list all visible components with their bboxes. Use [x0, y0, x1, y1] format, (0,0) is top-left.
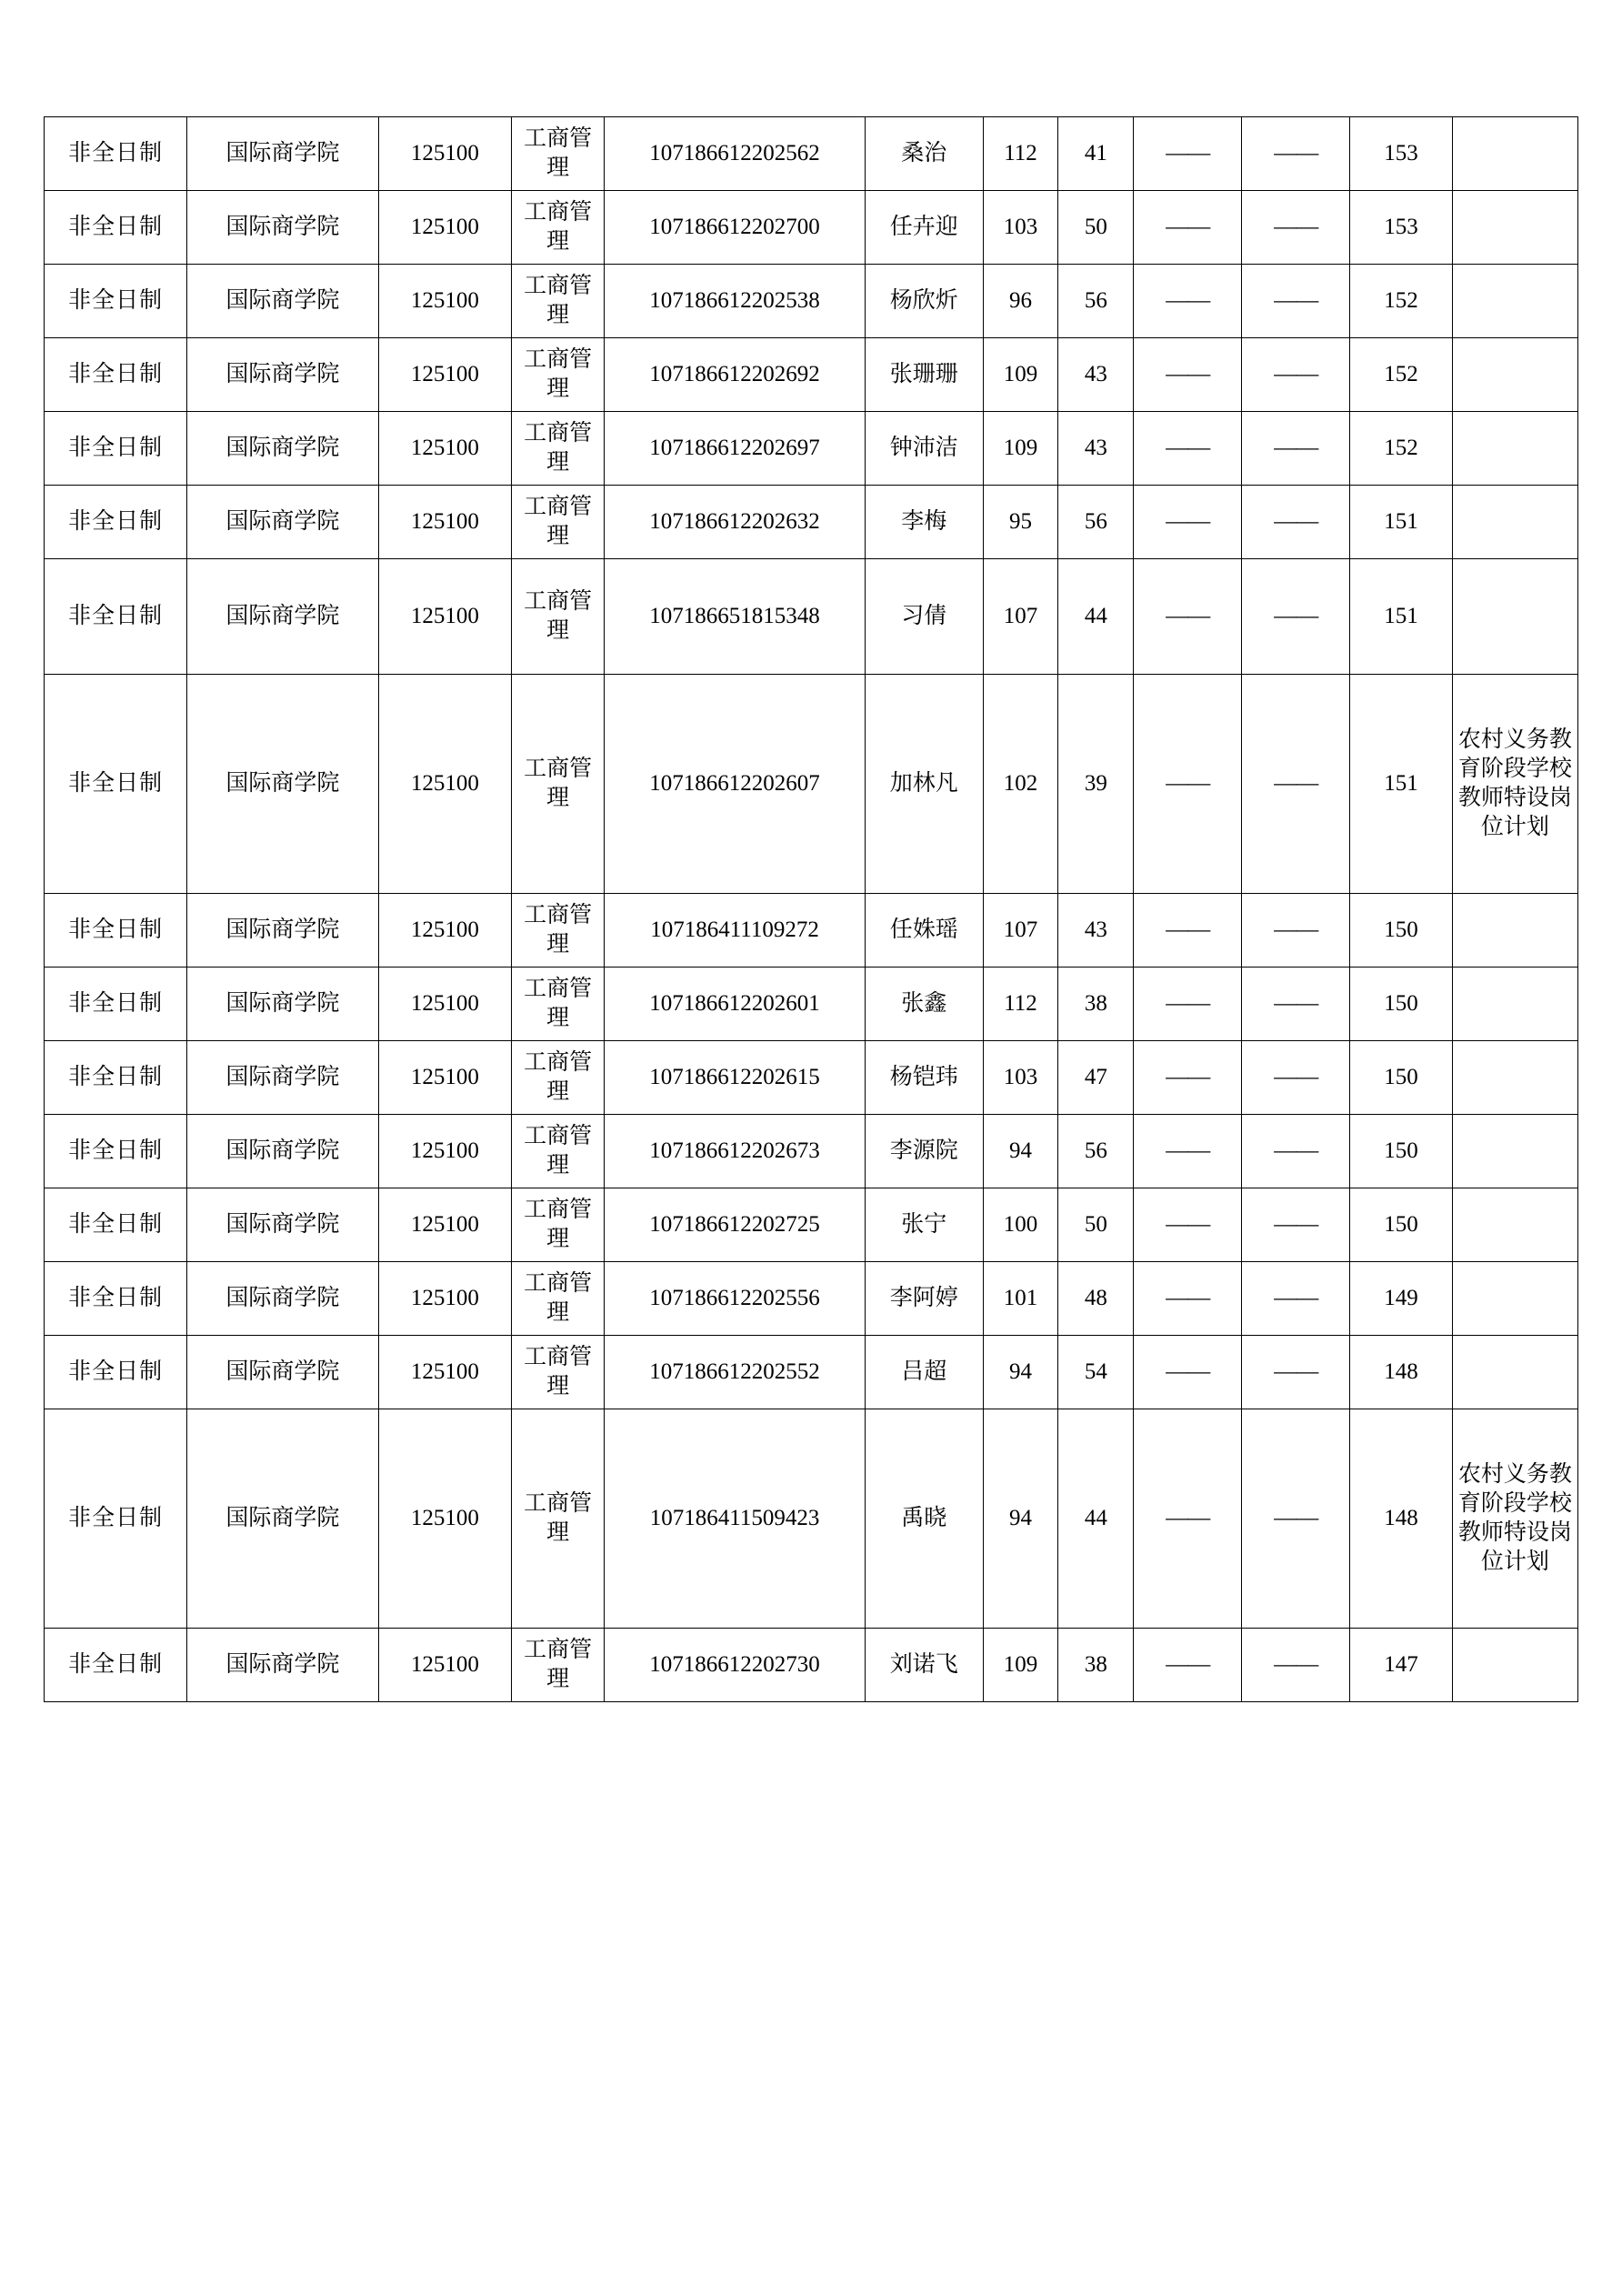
cell-study-type: 非全日制 — [45, 338, 187, 412]
cell-note — [1452, 1188, 1577, 1262]
cell-score-two: 38 — [1058, 1629, 1134, 1702]
cell-score-two: 44 — [1058, 1409, 1134, 1629]
cell-score-one: 103 — [983, 191, 1058, 265]
cell-score-one: 95 — [983, 486, 1058, 559]
cell-score-three: —— — [1134, 191, 1242, 265]
table-row — [45, 1188, 1578, 1262]
cell-candidate-name: 加林凡 — [865, 675, 983, 894]
table-row — [45, 968, 1578, 1041]
cell-score-three: —— — [1134, 1188, 1242, 1262]
cell-study-type: 非全日制 — [45, 1115, 187, 1188]
cell-score-two: 56 — [1058, 486, 1134, 559]
cell-score-one: 96 — [983, 265, 1058, 338]
cell-major-name: 工商管理 — [512, 1188, 605, 1262]
cell-score-one: 94 — [983, 1115, 1058, 1188]
cell-note — [1452, 968, 1577, 1041]
cell-score-two: 48 — [1058, 1262, 1134, 1336]
cell-college: 国际商学院 — [187, 894, 378, 968]
table-row — [45, 1041, 1578, 1115]
cell-score-two: 56 — [1058, 1115, 1134, 1188]
cell-note — [1452, 1262, 1577, 1336]
cell-major-code: 125100 — [378, 117, 512, 191]
cell-note — [1452, 486, 1577, 559]
cell-score-three: —— — [1134, 1041, 1242, 1115]
cell-major-name: 工商管理 — [512, 1409, 605, 1629]
table-row — [45, 338, 1578, 412]
cell-major-code: 125100 — [378, 1336, 512, 1409]
cell-score-two: 43 — [1058, 412, 1134, 486]
cell-candidate-name: 习倩 — [865, 559, 983, 675]
table-row — [45, 1262, 1578, 1336]
cell-major-name: 工商管理 — [512, 1336, 605, 1409]
cell-major-code: 125100 — [378, 412, 512, 486]
cell-major-code: 125100 — [378, 1409, 512, 1629]
table-row — [45, 117, 1578, 191]
cell-score-three: —— — [1134, 1262, 1242, 1336]
cell-candidate-name: 杨铠玮 — [865, 1041, 983, 1115]
cell-score-three: —— — [1134, 1115, 1242, 1188]
cell-total-score: 148 — [1350, 1409, 1453, 1629]
cell-exam-id: 107186612202632 — [605, 486, 866, 559]
cell-exam-id: 107186612202700 — [605, 191, 866, 265]
cell-total-score: 153 — [1350, 191, 1453, 265]
cell-major-name: 工商管理 — [512, 559, 605, 675]
cell-score-one: 103 — [983, 1041, 1058, 1115]
cell-score-three: —— — [1134, 486, 1242, 559]
cell-exam-id: 107186612202673 — [605, 1115, 866, 1188]
cell-score-two: 39 — [1058, 675, 1134, 894]
cell-study-type: 非全日制 — [45, 1262, 187, 1336]
cell-major-code: 125100 — [378, 1629, 512, 1702]
cell-candidate-name: 任姝瑶 — [865, 894, 983, 968]
cell-exam-id: 107186612202692 — [605, 338, 866, 412]
cell-score-two: 43 — [1058, 338, 1134, 412]
cell-major-name: 工商管理 — [512, 1041, 605, 1115]
table-row — [45, 191, 1578, 265]
cell-exam-id: 107186612202725 — [605, 1188, 866, 1262]
cell-total-score: 153 — [1350, 117, 1453, 191]
cell-score-four: —— — [1242, 191, 1350, 265]
cell-candidate-name: 桑治 — [865, 117, 983, 191]
cell-study-type: 非全日制 — [45, 1188, 187, 1262]
cell-college: 国际商学院 — [187, 117, 378, 191]
cell-note — [1452, 1336, 1577, 1409]
cell-score-one: 109 — [983, 1629, 1058, 1702]
cell-study-type: 非全日制 — [45, 1336, 187, 1409]
cell-score-one: 112 — [983, 968, 1058, 1041]
table-row — [45, 1629, 1578, 1702]
cell-note — [1452, 191, 1577, 265]
cell-candidate-name: 刘诺飞 — [865, 1629, 983, 1702]
cell-major-name: 工商管理 — [512, 191, 605, 265]
cell-score-one: 109 — [983, 338, 1058, 412]
cell-study-type: 非全日制 — [45, 675, 187, 894]
cell-major-code: 125100 — [378, 894, 512, 968]
cell-major-code: 125100 — [378, 1041, 512, 1115]
cell-total-score: 151 — [1350, 486, 1453, 559]
cell-score-four: —— — [1242, 1115, 1350, 1188]
cell-score-three: —— — [1134, 894, 1242, 968]
cell-college: 国际商学院 — [187, 412, 378, 486]
cell-exam-id: 107186651815348 — [605, 559, 866, 675]
cell-score-three: —— — [1134, 1629, 1242, 1702]
cell-score-one: 107 — [983, 559, 1058, 675]
cell-study-type: 非全日制 — [45, 191, 187, 265]
cell-note — [1452, 1629, 1577, 1702]
cell-score-two: 43 — [1058, 894, 1134, 968]
cell-score-three: —— — [1134, 968, 1242, 1041]
cell-exam-id: 107186612202615 — [605, 1041, 866, 1115]
table-row — [45, 1409, 1578, 1629]
cell-total-score: 152 — [1350, 412, 1453, 486]
cell-major-code: 125100 — [378, 1188, 512, 1262]
cell-note — [1452, 117, 1577, 191]
cell-note — [1452, 1041, 1577, 1115]
table-row — [45, 559, 1578, 675]
cell-score-three: —— — [1134, 338, 1242, 412]
cell-exam-id: 107186612202552 — [605, 1336, 866, 1409]
cell-study-type: 非全日制 — [45, 1041, 187, 1115]
cell-score-four: —— — [1242, 1262, 1350, 1336]
cell-note — [1452, 1115, 1577, 1188]
table-row — [45, 675, 1578, 894]
cell-major-code: 125100 — [378, 559, 512, 675]
cell-note — [1452, 265, 1577, 338]
cell-score-three: —— — [1134, 265, 1242, 338]
cell-total-score: 151 — [1350, 675, 1453, 894]
cell-exam-id: 107186612202697 — [605, 412, 866, 486]
cell-candidate-name: 张鑫 — [865, 968, 983, 1041]
cell-college: 国际商学院 — [187, 486, 378, 559]
cell-college: 国际商学院 — [187, 191, 378, 265]
cell-major-name: 工商管理 — [512, 1115, 605, 1188]
cell-major-name: 工商管理 — [512, 265, 605, 338]
cell-candidate-name: 张珊珊 — [865, 338, 983, 412]
cell-college: 国际商学院 — [187, 265, 378, 338]
cell-score-four: —— — [1242, 1188, 1350, 1262]
cell-total-score: 152 — [1350, 265, 1453, 338]
cell-note — [1452, 894, 1577, 968]
cell-major-name: 工商管理 — [512, 894, 605, 968]
cell-total-score: 150 — [1350, 968, 1453, 1041]
cell-major-name: 工商管理 — [512, 1629, 605, 1702]
cell-college: 国际商学院 — [187, 1409, 378, 1629]
cell-score-four: —— — [1242, 1409, 1350, 1629]
cell-score-four: —— — [1242, 675, 1350, 894]
cell-candidate-name: 李阿婷 — [865, 1262, 983, 1336]
table-row — [45, 1115, 1578, 1188]
cell-total-score: 149 — [1350, 1262, 1453, 1336]
cell-score-three: —— — [1134, 412, 1242, 486]
cell-major-name: 工商管理 — [512, 968, 605, 1041]
cell-candidate-name: 李梅 — [865, 486, 983, 559]
cell-college: 国际商学院 — [187, 1629, 378, 1702]
table-row — [45, 265, 1578, 338]
cell-note — [1452, 412, 1577, 486]
cell-college: 国际商学院 — [187, 1336, 378, 1409]
cell-study-type: 非全日制 — [45, 894, 187, 968]
cell-score-four: —— — [1242, 968, 1350, 1041]
cell-major-name: 工商管理 — [512, 412, 605, 486]
cell-note — [1452, 338, 1577, 412]
cell-candidate-name: 李源院 — [865, 1115, 983, 1188]
cell-candidate-name: 钟沛洁 — [865, 412, 983, 486]
cell-score-four: —— — [1242, 559, 1350, 675]
cell-score-four: —— — [1242, 117, 1350, 191]
cell-note: 农村义务教育阶段学校教师特设岗位计划 — [1452, 675, 1577, 894]
cell-candidate-name: 禹晓 — [865, 1409, 983, 1629]
cell-college: 国际商学院 — [187, 1041, 378, 1115]
cell-score-three: —— — [1134, 559, 1242, 675]
cell-major-code: 125100 — [378, 486, 512, 559]
cell-study-type: 非全日制 — [45, 1629, 187, 1702]
cell-candidate-name: 任卉迎 — [865, 191, 983, 265]
cell-exam-id: 107186612202556 — [605, 1262, 866, 1336]
cell-score-one: 102 — [983, 675, 1058, 894]
cell-total-score: 150 — [1350, 894, 1453, 968]
cell-study-type: 非全日制 — [45, 412, 187, 486]
table-row — [45, 486, 1578, 559]
cell-score-one: 107 — [983, 894, 1058, 968]
cell-study-type: 非全日制 — [45, 117, 187, 191]
cell-score-one: 94 — [983, 1409, 1058, 1629]
admission-results-table — [44, 116, 1578, 1702]
cell-score-two: 44 — [1058, 559, 1134, 675]
cell-candidate-name: 张宁 — [865, 1188, 983, 1262]
cell-major-name: 工商管理 — [512, 338, 605, 412]
cell-score-two: 56 — [1058, 265, 1134, 338]
cell-total-score: 152 — [1350, 338, 1453, 412]
cell-study-type: 非全日制 — [45, 968, 187, 1041]
table-row — [45, 894, 1578, 968]
cell-score-four: —— — [1242, 1041, 1350, 1115]
cell-exam-id: 107186411509423 — [605, 1409, 866, 1629]
cell-college: 国际商学院 — [187, 1115, 378, 1188]
table-row — [45, 1336, 1578, 1409]
cell-exam-id: 107186612202562 — [605, 117, 866, 191]
cell-score-two: 38 — [1058, 968, 1134, 1041]
cell-score-one: 109 — [983, 412, 1058, 486]
cell-major-name: 工商管理 — [512, 675, 605, 894]
cell-college: 国际商学院 — [187, 559, 378, 675]
cell-exam-id: 107186612202607 — [605, 675, 866, 894]
cell-score-four: —— — [1242, 1629, 1350, 1702]
cell-total-score: 150 — [1350, 1041, 1453, 1115]
cell-major-name: 工商管理 — [512, 486, 605, 559]
cell-score-three: —— — [1134, 1336, 1242, 1409]
cell-major-name: 工商管理 — [512, 117, 605, 191]
cell-score-four: —— — [1242, 412, 1350, 486]
cell-score-two: 50 — [1058, 191, 1134, 265]
cell-score-one: 100 — [983, 1188, 1058, 1262]
cell-score-two: 50 — [1058, 1188, 1134, 1262]
cell-college: 国际商学院 — [187, 338, 378, 412]
cell-study-type: 非全日制 — [45, 486, 187, 559]
table-body — [45, 117, 1578, 1702]
cell-exam-id: 107186612202601 — [605, 968, 866, 1041]
cell-score-three: —— — [1134, 117, 1242, 191]
cell-score-four: —— — [1242, 1336, 1350, 1409]
cell-score-four: —— — [1242, 486, 1350, 559]
cell-score-one: 112 — [983, 117, 1058, 191]
cell-score-three: —— — [1134, 675, 1242, 894]
cell-note: 农村义务教育阶段学校教师特设岗位计划 — [1452, 1409, 1577, 1629]
cell-score-two: 41 — [1058, 117, 1134, 191]
table-row — [45, 412, 1578, 486]
cell-score-four: —— — [1242, 894, 1350, 968]
cell-score-three: —— — [1134, 1409, 1242, 1629]
cell-candidate-name: 杨欣炘 — [865, 265, 983, 338]
cell-major-code: 125100 — [378, 968, 512, 1041]
cell-total-score: 148 — [1350, 1336, 1453, 1409]
cell-college: 国际商学院 — [187, 1188, 378, 1262]
cell-score-four: —— — [1242, 265, 1350, 338]
cell-study-type: 非全日制 — [45, 265, 187, 338]
cell-total-score: 150 — [1350, 1115, 1453, 1188]
cell-exam-id: 107186612202730 — [605, 1629, 866, 1702]
cell-major-name: 工商管理 — [512, 1262, 605, 1336]
cell-major-code: 125100 — [378, 675, 512, 894]
cell-exam-id: 107186411109272 — [605, 894, 866, 968]
cell-major-code: 125100 — [378, 1115, 512, 1188]
cell-score-one: 101 — [983, 1262, 1058, 1336]
cell-score-four: —— — [1242, 338, 1350, 412]
cell-total-score: 150 — [1350, 1188, 1453, 1262]
cell-total-score: 147 — [1350, 1629, 1453, 1702]
cell-college: 国际商学院 — [187, 675, 378, 894]
cell-major-code: 125100 — [378, 338, 512, 412]
cell-score-one: 94 — [983, 1336, 1058, 1409]
cell-score-two: 47 — [1058, 1041, 1134, 1115]
cell-total-score: 151 — [1350, 559, 1453, 675]
cell-major-code: 125100 — [378, 1262, 512, 1336]
cell-study-type: 非全日制 — [45, 559, 187, 675]
cell-exam-id: 107186612202538 — [605, 265, 866, 338]
cell-score-two: 54 — [1058, 1336, 1134, 1409]
cell-college: 国际商学院 — [187, 1262, 378, 1336]
cell-college: 国际商学院 — [187, 968, 378, 1041]
cell-major-code: 125100 — [378, 265, 512, 338]
cell-study-type: 非全日制 — [45, 1409, 187, 1629]
cell-candidate-name: 吕超 — [865, 1336, 983, 1409]
cell-major-code: 125100 — [378, 191, 512, 265]
cell-note — [1452, 559, 1577, 675]
